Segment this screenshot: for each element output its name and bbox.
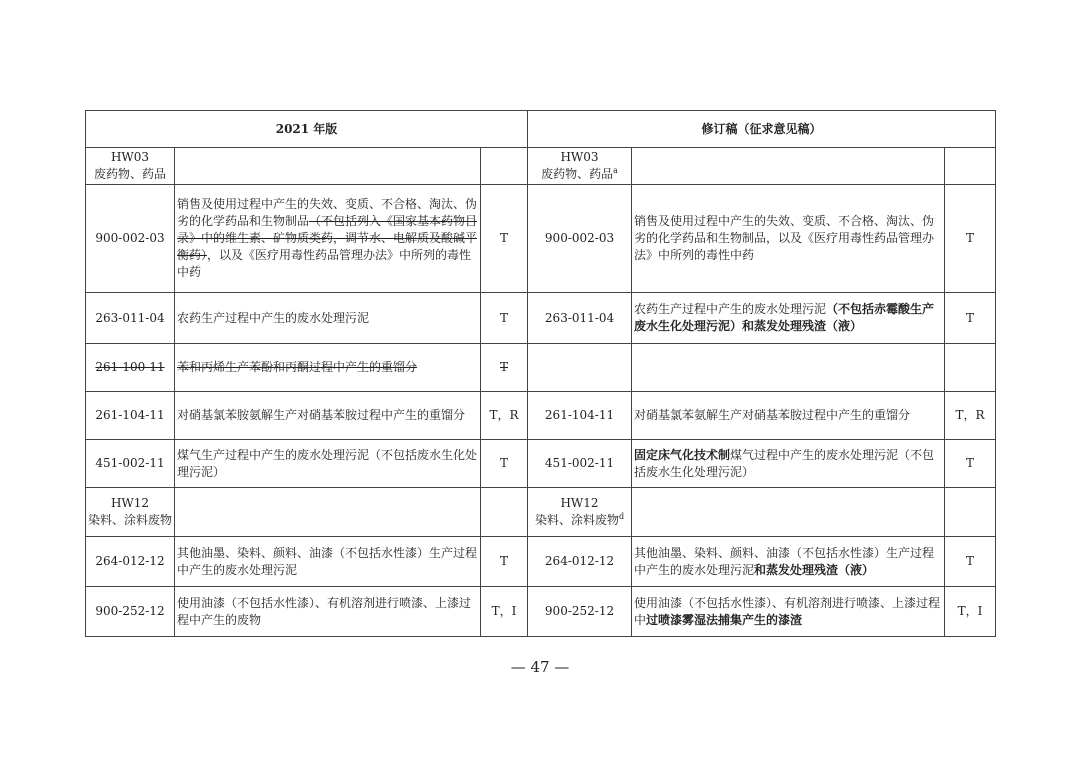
waste-description: 使用油漆（不包括水性漆）、有机溶剂进行喷漆、上漆过程中过喷漆雾湿法捕集产生的漆渣 [632, 587, 945, 637]
footnote-marker: a [613, 166, 618, 175]
hazard-property: T [481, 293, 528, 344]
category-code: HW03 [110, 150, 150, 164]
waste-code: 900-002-03 [86, 185, 175, 293]
hazard-property: T [481, 344, 528, 392]
waste-code: 261-100-11 [86, 344, 175, 392]
added-text: 和蒸发处理残渣（液） [754, 562, 875, 577]
waste-description: 固定床气化技术制煤气过程中产生的废水处理污泥（不包括废水生化处理污泥） [632, 440, 945, 488]
page-number: — 47 — [510, 658, 570, 676]
waste-code: 451-002-11 [528, 440, 632, 488]
category-row-hw12 [86, 488, 996, 537]
waste-code: 900-252-12 [528, 587, 632, 637]
waste-description: 煤气生产过程中产生的废水处理污泥（不包括废水生化处理污泥） [175, 440, 481, 488]
hazard-property: T [945, 537, 996, 587]
hazard-property: T [481, 440, 528, 488]
added-text: 固定床气化技术制 [634, 447, 731, 462]
waste-code: 451-002-11 [86, 440, 175, 488]
waste-description: 其他油墨、染料、颜料、油漆（不包括水性漆）生产过程中产生的废水处理污泥 [175, 537, 481, 587]
added-text: 过喷漆雾湿法捕集产生的漆渣 [646, 612, 803, 627]
waste-code: 263-011-04 [86, 293, 175, 344]
table-row [86, 185, 996, 293]
hazard-property: T，R [945, 392, 996, 440]
category-code: HW12 [560, 496, 599, 510]
header-row [86, 111, 996, 148]
header-revised-draft: 修订稿（征求意见稿） [528, 111, 996, 148]
waste-description: 销售及使用过程中产生的失效、变质、不合格、淘汰、伪劣的化学药品和生物制品，以及《医疗用毒性药品管理办法》中所列的毒性中药 [632, 185, 945, 293]
table-row-deleted [86, 344, 996, 392]
waste-description: 销售及使用过程中产生的失效、变质、不合格、淘汰、伪劣的化学药品和生物制品（不包括列入《国家基本药物目录》中的维生素、矿物质类药，调节水、电解质及酸碱平衡药），以及《医疗用毒性药品管理办法》中所列的毒性中药 [175, 185, 481, 293]
deleted-text: （不包括列入《国家基本药物目录》中的维生素、矿物质类药，调节水、电解质及酸碱平衡药） [177, 214, 478, 262]
hazard-property: T [945, 185, 996, 293]
hazard-property: T [481, 185, 528, 293]
waste-description: 农药生产过程中产生的废水处理污泥 [175, 293, 481, 344]
hazard-property: T [945, 293, 996, 344]
hazard-property: T，I [481, 587, 528, 637]
header-2021-edition: 2021 年版 [86, 111, 528, 148]
table-row [86, 537, 996, 587]
category-cell-right [528, 148, 632, 185]
added-text: （不包括赤霉酸生产废水生化处理污泥）和蒸发处理残渣（液） [634, 302, 935, 333]
category-row-hw03 [86, 148, 996, 185]
waste-description: 对硝基氯苯氨解生产对硝基苯胺过程中产生的重馏分 [632, 392, 945, 440]
table-row [86, 293, 996, 344]
waste-code: 900-252-12 [86, 587, 175, 637]
waste-code: 263-011-04 [528, 293, 632, 344]
category-name: 染料、涂料废物 [534, 513, 619, 527]
waste-description: 其他油墨、染料、颜料、油漆（不包括水性漆）生产过程中产生的废水处理污泥和蒸发处理残渣（液） [632, 537, 945, 587]
waste-code: 261-104-11 [528, 392, 632, 440]
category-name: 废药物、药品 [541, 167, 614, 181]
waste-code: 264-012-12 [528, 537, 632, 587]
waste-description: 苯和丙烯生产苯酚和丙酮过程中产生的重馏分 [175, 344, 481, 392]
waste-code: 264-012-12 [86, 537, 175, 587]
category-name: 染料、涂料废物 [88, 513, 173, 527]
waste-description: 农药生产过程中产生的废水处理污泥（不包括赤霉酸生产废水生化处理污泥）和蒸发处理残渣（液） [632, 293, 945, 344]
waste-code: 261-104-11 [86, 392, 175, 440]
hazard-property: T，R [481, 392, 528, 440]
waste-code: 900-002-03 [528, 185, 632, 293]
table-row [86, 440, 996, 488]
hazard-property: T [945, 440, 996, 488]
category-cell-left [86, 148, 175, 185]
waste-description: 使用油漆（不包括水性漆）、有机溶剂进行喷漆、上漆过程中产生的废物 [175, 587, 481, 637]
footnote-marker: d [618, 512, 625, 521]
table-row [86, 392, 996, 440]
category-cell-left [86, 488, 175, 537]
hazard-property: T [481, 537, 528, 587]
table-row [86, 587, 996, 637]
category-name: 废药物、药品 [93, 167, 166, 181]
category-code: HW03 [560, 150, 599, 164]
hazard-property: T，I [945, 587, 996, 637]
waste-description: 对硝基氯苯胺氨解生产对硝基苯胺过程中产生的重馏分 [175, 392, 481, 440]
category-cell-right [528, 488, 632, 537]
category-code: HW12 [110, 496, 150, 510]
waste-comparison-table [85, 110, 996, 637]
